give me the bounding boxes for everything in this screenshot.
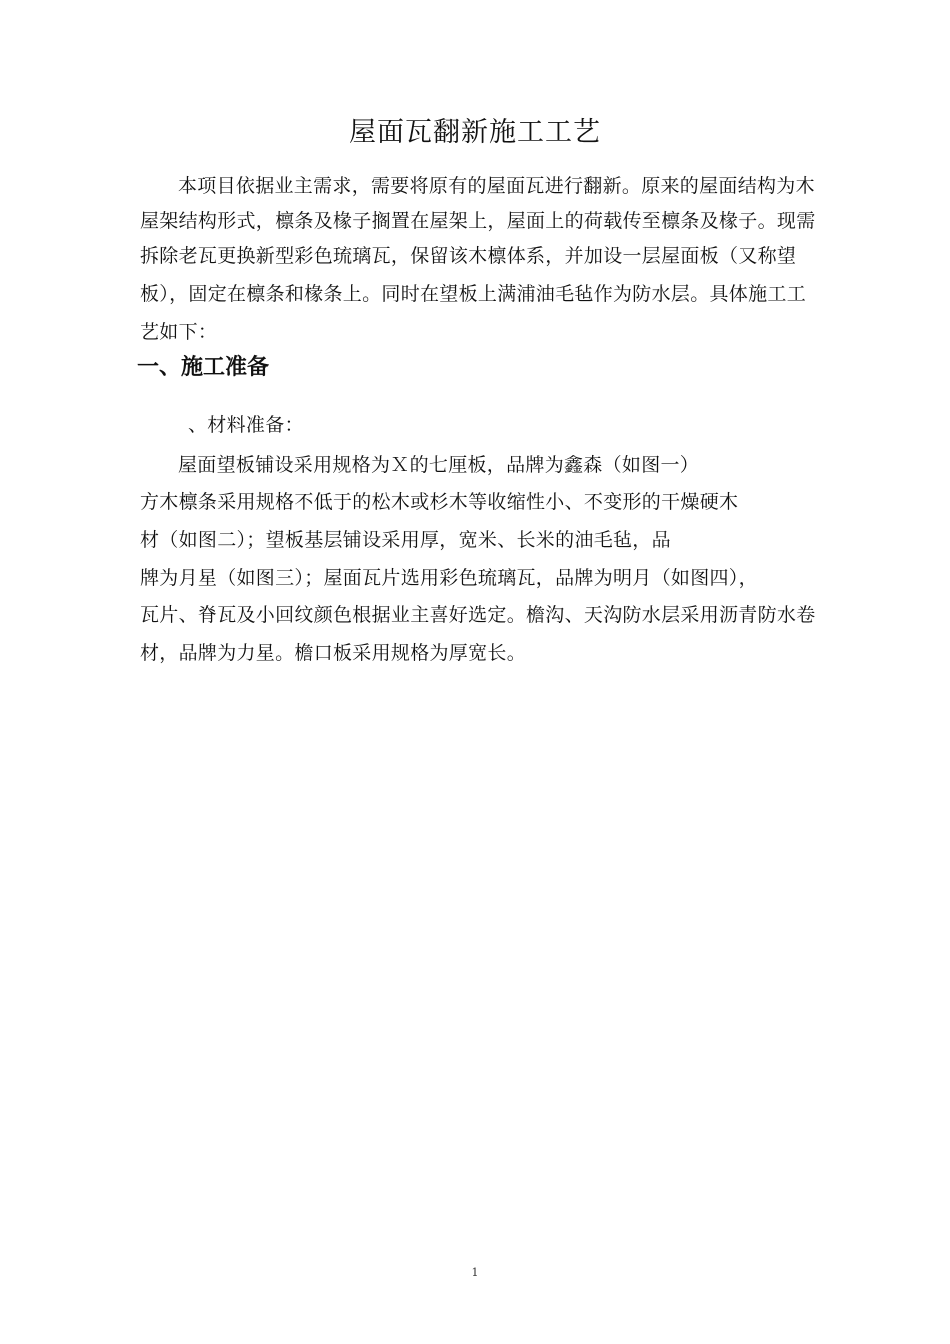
body-line-2: 方木檩条采用规格不低于的松木或杉木等收缩性小、不变形的干燥硬木: [140, 491, 739, 513]
intro-line-3: 拆除老瓦更换新型彩色琉璃瓦，保留该木檩体系，并加设一层屋面板（又称望: [140, 245, 797, 267]
intro-line-2: 屋架结构形式，檩条及椽子搁置在屋架上，屋面上的荷载传至檩条及椽子。现需: [140, 210, 816, 232]
body-line-5: 瓦片、脊瓦及小回纹颜色根据业主喜好选定。檐沟、天沟防水层采用沥青防水卷: [140, 604, 816, 626]
body-line-6: 材，品牌为力星。檐口板采用规格为厚宽长。: [140, 642, 527, 664]
body-line-1: 屋面望板铺设采用规格为Ｘ的七厘板，品牌为鑫森（如图一）: [178, 454, 700, 476]
page-number: 1: [471, 1266, 479, 1279]
body-line-4: 牌为月星（如图三）；屋面瓦片选用彩色琉璃瓦，品牌为明月（如图四），: [140, 567, 758, 589]
section-heading: 一、施工准备: [137, 355, 270, 380]
intro-line-5: 艺如下：: [140, 321, 218, 343]
intro-line-1: 本项目依据业主需求，需要将原有的屋面瓦进行翻新。原来的屋面结构为木: [178, 175, 815, 197]
body-line-3: 材（如图二）；望板基层铺设采用厚，宽米、长米的油毛毡，品: [140, 529, 671, 551]
subsection-label: 、材料准备：: [188, 414, 304, 436]
intro-line-4: 板），固定在檩条和椽条上。同时在望板上满浦油毛毡作为防水层。具体施工工: [140, 283, 807, 305]
document-title: 屋面瓦翻新施工工艺: [349, 117, 601, 148]
